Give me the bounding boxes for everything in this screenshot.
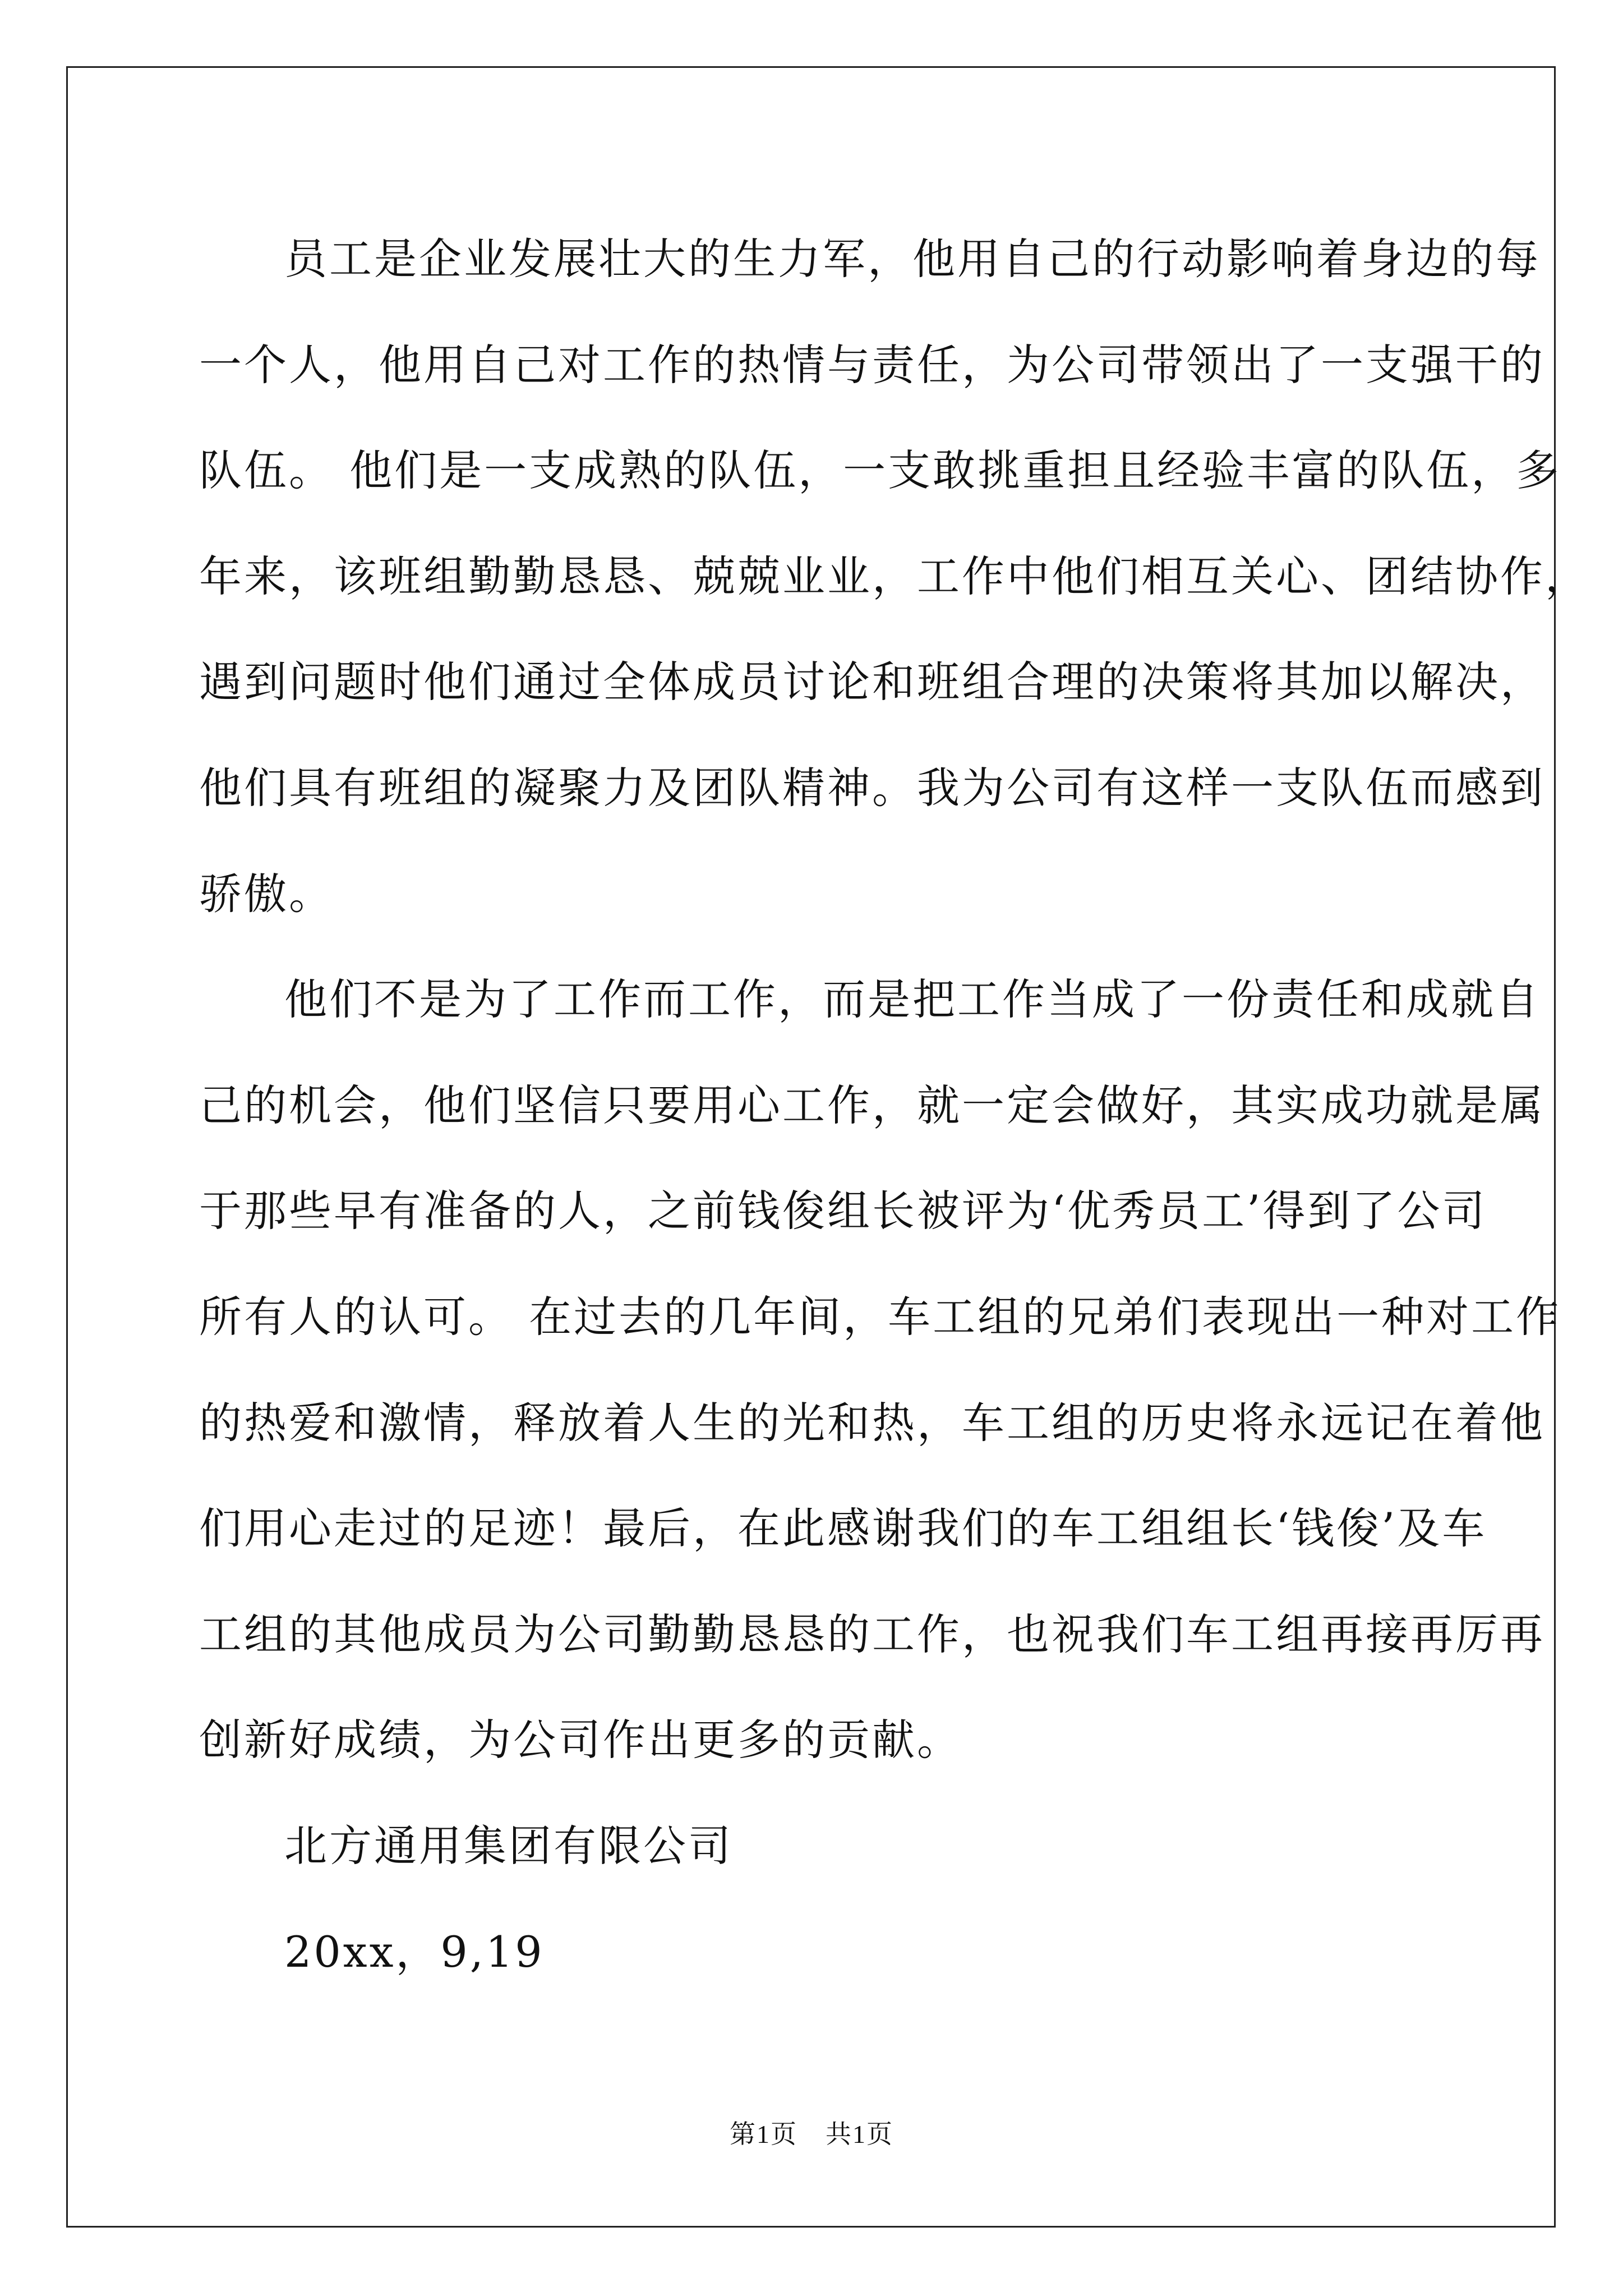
company-signature: 北方通用集团有限公司 xyxy=(284,1820,733,1871)
paragraph-1-line-6: 他们具有班组的凝聚力及团队精神。我为公司有这样一支队伍而感到 xyxy=(199,762,1545,813)
paragraph-1-line-1: 员工是企业发展壮大的生力军，他用自己的行动影响着身边的每 xyxy=(284,234,1541,284)
paragraph-2-line-2: 己的机会，他们坚信只要用心工作，就一定会做好，其实成功就是属 xyxy=(199,1080,1545,1130)
paragraph-2-line-4: 所有人的认可。 在过去的几年间，车工组的兄弟们表现出一种对工作 xyxy=(199,1291,1561,1342)
paragraph-1-line-3: 队伍。 他们是一支成熟的队伍，一支敢挑重担且经验丰富的队伍，多 xyxy=(199,445,1561,496)
page-total: 共1页 xyxy=(826,2120,893,2148)
paragraph-1-line-4: 年来，该班组勤勤恳恳、兢兢业业，工作中他们相互关心、团结协作， xyxy=(199,551,1590,601)
paragraph-1-line-2: 一个人，他用自己对工作的热情与责任，为公司带领出了一支强干的 xyxy=(199,339,1545,390)
paragraph-2-line-1: 他们不是为了工作而工作，而是把工作当成了一份责任和成就自 xyxy=(284,974,1541,1025)
document-date: 20xx，9,19 xyxy=(284,1926,545,1977)
paragraph-2-line-8: 创新好成绩，为公司作出更多的贡献。 xyxy=(199,1715,962,1765)
paragraph-2-line-5: 的热爱和激情，释放着人生的光和热，车工组的历史将永远记在着他 xyxy=(199,1397,1545,1448)
paragraph-2-line-3: 于那些早有准备的人，之前钱俊组长被评为‘优秀员工’得到了公司 xyxy=(199,1186,1487,1236)
page-footer xyxy=(0,2114,1623,2151)
paragraph-1-line-5: 遇到问题时他们通过全体成员讨论和班组合理的决策将其加以解决， xyxy=(199,657,1545,707)
page-number: 第1页 xyxy=(730,2120,797,2148)
paragraph-2-line-6: 们用心走过的足迹！最后，在此感谢我们的车工组组长‘钱俊’及车 xyxy=(199,1503,1487,1554)
paragraph-1-line-7: 骄傲。 xyxy=(199,868,334,919)
paragraph-2-line-7: 工组的其他成员为公司勤勤恳恳的工作，也祝我们车工组再接再厉再 xyxy=(199,1609,1545,1659)
document-body xyxy=(199,206,1590,2005)
